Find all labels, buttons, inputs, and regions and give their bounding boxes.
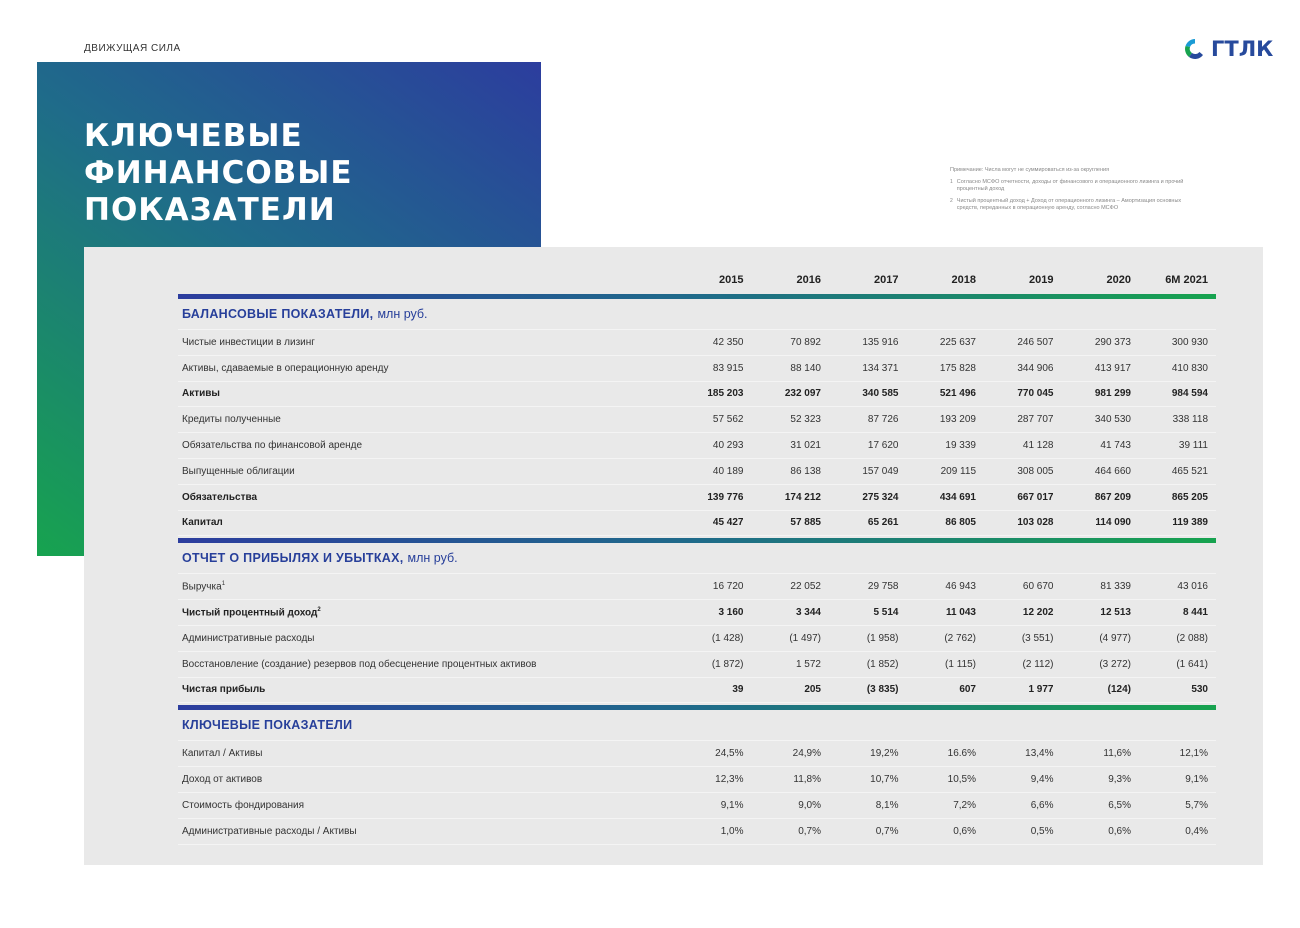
- cell-value: 865 205: [1171, 491, 1208, 503]
- cell-value: 6,6%: [1030, 799, 1054, 811]
- table-row: [178, 574, 1216, 600]
- row-label: [178, 607, 666, 618]
- row-label: [178, 440, 666, 451]
- row-label: [178, 748, 666, 759]
- cell-value: (3 835): [866, 684, 899, 696]
- logo-mark-icon: [1183, 37, 1207, 61]
- cell-value: (2 762): [944, 632, 976, 644]
- cell-value: 65 261: [867, 517, 899, 529]
- row-label-text: Активы, сдаваемые в операционную аренду: [182, 362, 389, 374]
- cell-value: 24,9%: [792, 748, 821, 760]
- cell-value: 193 209: [939, 414, 976, 426]
- section-title: БАЛАНСОВЫЕ ПОКАЗАТЕЛИ,: [182, 307, 374, 321]
- cell-value: 10,7%: [870, 774, 899, 786]
- cell-value: 43 016: [1177, 581, 1208, 593]
- cell-value: 157 049: [862, 465, 899, 477]
- cell-value: 12 513: [1100, 607, 1131, 619]
- cell-value: 8 441: [1182, 607, 1208, 619]
- cell-value: 344 906: [1017, 362, 1054, 374]
- row-label-text: Чистая прибыль: [182, 684, 266, 696]
- year-header: 2020: [1106, 274, 1131, 286]
- row-label: [178, 363, 666, 374]
- cell-value: 41 128: [1022, 440, 1054, 452]
- cell-value: 52 323: [790, 414, 821, 426]
- cell-value: 16 720: [712, 581, 744, 593]
- cell-value: 103 028: [1017, 517, 1054, 529]
- table-row: [178, 356, 1216, 382]
- cell-value: (1 497): [789, 632, 821, 644]
- year-header: 2018: [951, 274, 976, 286]
- cell-value: (1 115): [945, 658, 976, 670]
- cell-value: 45 427: [712, 517, 744, 529]
- table-row: [178, 330, 1216, 356]
- cell-value: 134 371: [862, 362, 899, 374]
- cell-value: 88 140: [790, 362, 821, 374]
- table-row: [178, 511, 1216, 537]
- cell-value: 1,0%: [720, 825, 744, 837]
- row-label-text: Чистые инвестиции в лизинг: [182, 336, 315, 348]
- cell-value: (1 872): [711, 658, 744, 670]
- cell-value: 413 917: [1094, 362, 1131, 374]
- section-title: КЛЮЧЕВЫЕ ПОКАЗАТЕЛИ: [182, 718, 353, 733]
- year-header: 6М 2021: [1165, 274, 1208, 286]
- row-label: [178, 414, 666, 425]
- table-row: [178, 433, 1216, 459]
- cell-value: 0,7%: [798, 825, 821, 837]
- cell-value: 41 743: [1100, 440, 1131, 452]
- row-label: [178, 774, 666, 785]
- cell-value: 981 299: [1094, 388, 1131, 400]
- cell-value: 867 209: [1094, 491, 1131, 503]
- row-label-text: Выпущенные облигации: [182, 465, 295, 477]
- cell-value: 434 691: [939, 491, 976, 503]
- cell-value: 209 115: [940, 465, 976, 477]
- cell-value: 465 521: [1171, 465, 1208, 477]
- cell-value: 174 212: [784, 491, 821, 503]
- gtlk-logo: [1183, 37, 1273, 61]
- cell-value: 0,6%: [953, 825, 976, 837]
- cell-value: 40 189: [712, 465, 744, 477]
- cell-value: 16.6%: [947, 748, 976, 760]
- cell-value: 340 585: [862, 388, 899, 400]
- cell-value: 57 562: [712, 414, 744, 426]
- cell-value: 24,5%: [715, 748, 744, 760]
- cell-value: 29 758: [867, 581, 899, 593]
- cell-value: 175 828: [939, 362, 976, 374]
- table-row: [178, 407, 1216, 433]
- row-label-text: Капитал: [182, 517, 223, 529]
- page-title: КЛЮЧЕВЫЕ ФИНАНСОВЫЕ ПОКАЗАТЕЛИ: [84, 118, 353, 228]
- cell-value: 42 350: [712, 336, 744, 348]
- cell-value: (1 428): [711, 632, 744, 644]
- row-label-text: Активы: [182, 388, 220, 400]
- table-row: [178, 382, 1216, 408]
- cell-value: 17 620: [867, 440, 899, 452]
- row-label: [178, 826, 666, 837]
- cell-value: 0,5%: [1030, 825, 1054, 837]
- section-header: [178, 299, 1216, 330]
- cell-value: 225 637: [939, 336, 976, 348]
- cell-value: 530: [1191, 684, 1208, 696]
- row-label: [178, 581, 666, 592]
- cell-value: 19 339: [945, 440, 976, 452]
- row-label: [178, 684, 666, 695]
- tagline: ДВИЖУЩАЯ СИЛА: [84, 43, 181, 54]
- footnote-ref: 2: [317, 606, 321, 613]
- row-label-text: Административные расходы: [182, 632, 315, 644]
- cell-value: 246 507: [1017, 336, 1054, 348]
- row-label: [178, 388, 666, 399]
- cell-value: 275 324: [862, 491, 899, 503]
- cell-value: 139 776: [707, 491, 744, 503]
- row-label: [178, 337, 666, 348]
- year-header: 2017: [874, 274, 899, 286]
- cell-value: 22 052: [790, 581, 821, 593]
- cell-value: 8,1%: [875, 799, 899, 811]
- table-row: [178, 600, 1216, 626]
- cell-value: 11 043: [945, 607, 976, 619]
- cell-value: 87 726: [867, 414, 899, 426]
- footnote-ref: 1: [221, 581, 226, 588]
- cell-value: 135 916: [862, 336, 899, 348]
- cell-value: 308 005: [1017, 465, 1054, 477]
- cell-value: (3 272): [1099, 658, 1131, 670]
- cell-value: 205: [804, 684, 821, 696]
- year-header: 2019: [1029, 274, 1054, 286]
- footnote-1: [950, 179, 1190, 194]
- cell-value: 607: [959, 684, 976, 696]
- cell-value: 340 530: [1094, 414, 1131, 426]
- cell-value: (1 641): [1176, 658, 1208, 670]
- cell-value: 57 885: [790, 517, 821, 529]
- cell-value: (3 551): [1021, 632, 1054, 644]
- cell-value: 521 496: [939, 388, 976, 400]
- cell-value: 39 111: [1178, 440, 1208, 452]
- row-label-text: Кредиты полученные: [182, 414, 281, 426]
- table-row: [178, 767, 1216, 793]
- cell-value: (1 958): [866, 632, 899, 644]
- footnote-1-text: Согласно МСФО отчетности, доходы от финансового и операционного лизинга и прочий процентный доход: [956, 178, 1184, 192]
- cell-value: 5 514: [873, 607, 899, 619]
- row-label: [178, 492, 666, 503]
- cell-value: 86 138: [790, 465, 821, 477]
- cell-value: 770 045: [1017, 388, 1054, 400]
- cell-value: 83 915: [712, 362, 744, 374]
- financial-table: [178, 268, 1216, 845]
- cell-value: 0,7%: [875, 825, 899, 837]
- cell-value: 290 373: [1094, 336, 1131, 348]
- cell-value: 6,5%: [1108, 799, 1131, 811]
- cell-value: 86 805: [945, 517, 976, 529]
- year-header: 2016: [796, 274, 821, 286]
- cell-value: 232 097: [784, 388, 821, 400]
- cell-value: 12,1%: [1179, 748, 1208, 760]
- note-main: Примечание: Числа могут не суммироваться из-за округления: [950, 167, 1110, 173]
- cell-value: 70 892: [790, 336, 821, 348]
- row-label-text: Административные расходы / Активы: [182, 825, 357, 837]
- table-row: [178, 741, 1216, 767]
- cell-value: (2 112): [1022, 658, 1054, 670]
- cell-value: 7,2%: [953, 799, 976, 811]
- cell-value: (2 088): [1176, 632, 1208, 644]
- cell-value: (1 852): [866, 658, 899, 670]
- footnotes: [950, 167, 1190, 213]
- cell-value: 9,1%: [720, 799, 744, 811]
- cell-value: 1 572: [795, 658, 821, 670]
- cell-value: 11,8%: [793, 774, 821, 786]
- row-label-text: Чистый процентный доход: [182, 607, 318, 619]
- cell-value: 1 977: [1028, 684, 1054, 696]
- cell-value: 19,2%: [870, 748, 899, 760]
- table-row: [178, 459, 1216, 485]
- cell-value: 5,7%: [1185, 799, 1208, 811]
- cell-value: 114 090: [1095, 517, 1131, 529]
- footnote-2-mark: 2: [950, 197, 953, 204]
- section-title: ОТЧЕТ О ПРИБЫЛЯХ И УБЫТКАХ,: [182, 551, 404, 566]
- cell-value: 3 344: [795, 607, 821, 619]
- table-row: [178, 626, 1216, 652]
- cell-value: 338 118: [1172, 414, 1208, 426]
- cell-value: 81 339: [1100, 581, 1131, 593]
- row-label-text: Обязательства: [182, 491, 258, 503]
- cell-value: 12,3%: [715, 774, 744, 786]
- cell-value: 39: [732, 684, 744, 696]
- footnote-2-text: Чистый процентный доход + Доход от операционного лизинга – Амортизация основных средств, переданных в операционную аренду, согласно МСФО: [956, 197, 1182, 211]
- row-label: [178, 633, 666, 644]
- cell-value: 0,6%: [1108, 825, 1131, 837]
- cell-value: (124): [1107, 684, 1131, 696]
- year-header: 2015: [719, 274, 744, 286]
- cell-value: 9,4%: [1030, 774, 1054, 786]
- years-header-row: [178, 268, 1216, 292]
- cell-value: 9,0%: [798, 799, 821, 811]
- cell-value: 9,3%: [1108, 774, 1131, 786]
- cell-value: 984 594: [1171, 388, 1208, 400]
- cell-value: 300 930: [1171, 336, 1208, 348]
- section-header: [178, 543, 1216, 574]
- table-row: [178, 819, 1216, 845]
- row-label-text: Обязательства по финансовой аренде: [182, 440, 363, 452]
- cell-value: 46 943: [945, 581, 976, 593]
- cell-value: 40 293: [712, 440, 744, 452]
- section-header: [178, 710, 1216, 741]
- row-label: [178, 659, 666, 670]
- footnote-2: [950, 198, 1190, 213]
- table-row: [178, 652, 1216, 678]
- section-unit: млн руб.: [407, 551, 458, 566]
- cell-value: 185 203: [707, 388, 744, 400]
- row-label: [178, 800, 666, 811]
- row-label: [178, 466, 666, 477]
- cell-value: 667 017: [1017, 491, 1054, 503]
- cell-value: 0,4%: [1185, 825, 1208, 837]
- row-label-text: Восстановление (создание) резервов под обесценение процентных активов: [182, 658, 537, 670]
- cell-value: 11,6%: [1103, 748, 1131, 760]
- cell-value: 9,1%: [1185, 774, 1208, 786]
- cell-value: 464 660: [1094, 465, 1131, 477]
- row-label-text: Доход от активов: [182, 774, 263, 786]
- row-label-text: Капитал / Активы: [182, 748, 263, 760]
- cell-value: 12 202: [1022, 607, 1054, 619]
- cell-value: 10,5%: [947, 774, 976, 786]
- table-row: [178, 485, 1216, 511]
- cell-value: (4 977): [1099, 632, 1131, 644]
- cell-value: 3 160: [718, 607, 744, 619]
- logo-text: ГТЛК: [1211, 37, 1274, 61]
- row-label: [178, 517, 666, 528]
- cell-value: 119 389: [1172, 517, 1208, 529]
- section-unit: млн руб.: [377, 307, 428, 321]
- cell-value: 31 021: [790, 440, 821, 452]
- footnote-1-mark: 1: [950, 178, 953, 185]
- row-label-text: Стоимость фондирования: [182, 799, 304, 811]
- cell-value: 287 707: [1017, 414, 1054, 426]
- cell-value: 60 670: [1022, 581, 1054, 593]
- row-label-text: Выручка: [182, 581, 222, 593]
- table-row: [178, 793, 1216, 819]
- cell-value: 13,4%: [1025, 748, 1054, 760]
- table-row: [178, 678, 1216, 704]
- cell-value: 410 830: [1171, 362, 1208, 374]
